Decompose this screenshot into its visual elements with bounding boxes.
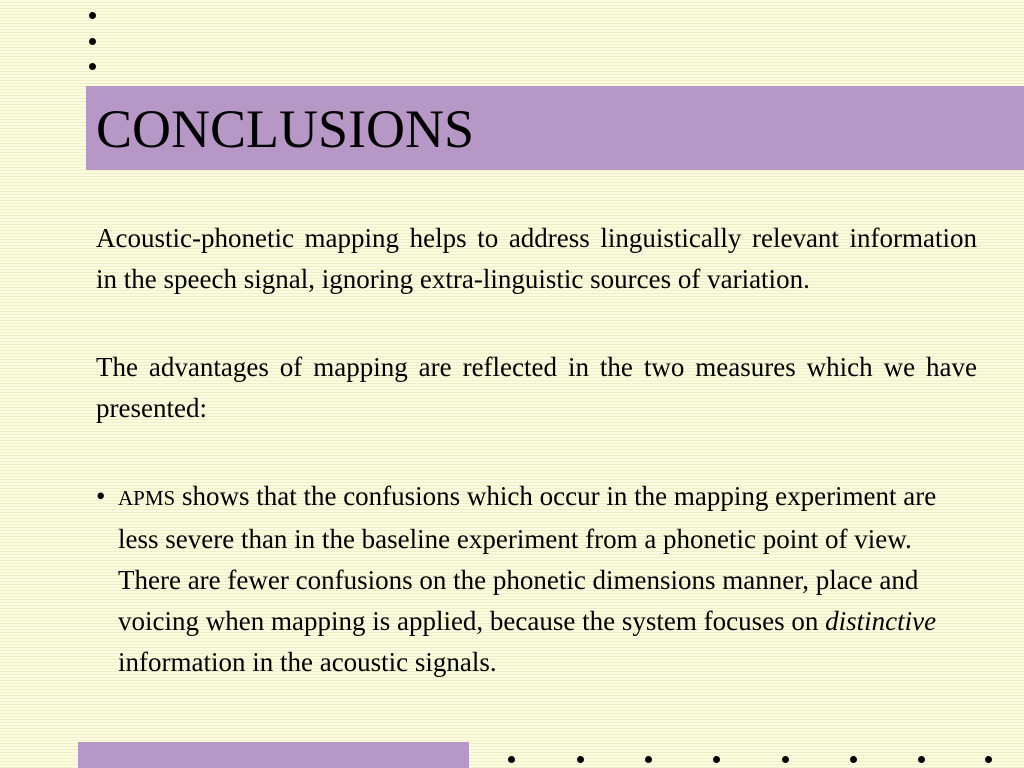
- decorative-dot: [782, 756, 789, 763]
- apms-term: APMS: [118, 486, 176, 510]
- paragraph-mapping: Acoustic-phonetic mapping helps to address linguistically relevant information in the speech signal, ignoring extra-linguistic sources of variation.: [96, 223, 977, 294]
- decorative-dot: [918, 756, 925, 763]
- bullet-text: [118, 476, 976, 683]
- bullet-body-end: information in the acoustic signals.: [118, 647, 497, 677]
- bullet-marker: •: [96, 481, 106, 511]
- emphasis-distinctive: distinctive: [825, 606, 937, 636]
- bullet-body: shows that the confusions which occur in the mapping experiment are less severe than in the baseline experiment from a phonetic point of view. There are fewer confusions on the phonetic dimensions manner, place and voicing when mapping is applied, because the system focuses on: [118, 481, 937, 636]
- bottom-accent-bar: [78, 742, 469, 768]
- decorative-dot: [985, 756, 992, 763]
- bullet-item-apms: [96, 476, 976, 683]
- decorative-dot: [89, 12, 96, 19]
- decorative-dot: [645, 756, 652, 763]
- decorative-dot: [89, 63, 96, 70]
- decorative-dot: [508, 756, 515, 763]
- decorative-dot: [577, 756, 584, 763]
- slide-title: CONCLUSIONS: [96, 99, 475, 159]
- paragraph-advantages: The advantages of mapping are reflected in the two measures which we have presented:: [96, 352, 977, 423]
- title-bar: [86, 86, 1024, 170]
- decorative-dot: [850, 756, 857, 763]
- decorative-dot: [713, 756, 720, 763]
- decorative-dot: [89, 38, 96, 45]
